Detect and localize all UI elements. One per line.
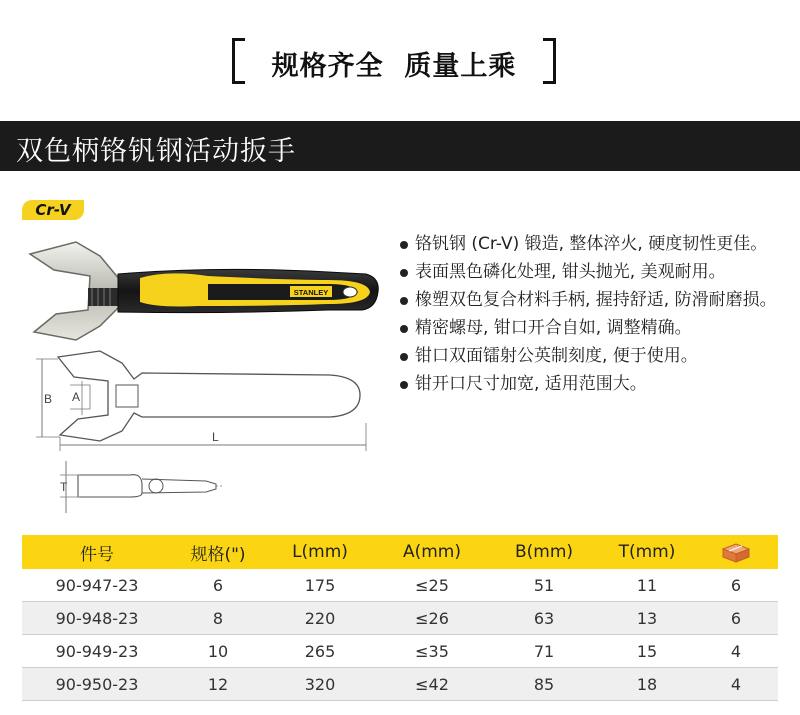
cell-length: 175: [264, 569, 376, 602]
crv-badge-label: Cr-V: [35, 201, 71, 219]
cell-part-number: 90-949-23: [22, 635, 172, 668]
title-bar: [0, 121, 800, 171]
slogan-text: 规格齐全 质量上乘: [271, 51, 517, 82]
package-box-icon: [721, 541, 751, 563]
table-header-row: [22, 535, 778, 569]
cell-package: 6: [694, 569, 778, 602]
label-b: B: [44, 392, 53, 406]
col-package: [694, 535, 778, 569]
label-a: A: [72, 390, 81, 404]
table-row: [22, 635, 778, 668]
crv-badge: [22, 200, 84, 220]
dimension-diagram: [30, 345, 375, 525]
col-size: 规格("): [172, 535, 264, 569]
feature-item: 钳开口尺寸加宽, 适用范围大。: [398, 370, 788, 398]
cell-length: 320: [264, 668, 376, 701]
feature-list: [398, 230, 788, 398]
cell-package: 6: [694, 602, 778, 635]
table-row: [22, 668, 778, 701]
cell-jaw-opening: ≤26: [376, 602, 488, 635]
cell-part-number: 90-948-23: [22, 602, 172, 635]
label-t: T: [60, 480, 68, 494]
feature-item: 表面黑色磷化处理, 钳头抛光, 美观耐用。: [398, 258, 788, 286]
cell-thickness: 18: [600, 668, 694, 701]
cell-thickness: 13: [600, 602, 694, 635]
cell-length: 265: [264, 635, 376, 668]
cell-head-width: 63: [488, 602, 600, 635]
col-length: L(mm): [264, 535, 376, 569]
col-head-width: B(mm): [488, 535, 600, 569]
cell-thickness: 15: [600, 635, 694, 668]
cell-size: 8: [172, 602, 264, 635]
cell-size: 10: [172, 635, 264, 668]
feature-item: 铬钒钢 (Cr-V) 锻造, 整体淬火, 硬度韧性更佳。: [398, 230, 788, 258]
cell-length: 220: [264, 602, 376, 635]
col-thickness: T(mm): [600, 535, 694, 569]
brand-mark: STANLEY: [293, 288, 329, 297]
col-part-number: 件号: [22, 535, 172, 569]
cell-head-width: 85: [488, 668, 600, 701]
wrench-product-image: [28, 236, 388, 346]
table-row: [22, 602, 778, 635]
cell-part-number: 90-950-23: [22, 668, 172, 701]
cell-size: 12: [172, 668, 264, 701]
col-jaw-opening: A(mm): [376, 535, 488, 569]
feature-item: 橡塑双色复合材料手柄, 握持舒适, 防滑耐磨损。: [398, 286, 788, 314]
cell-package: 4: [694, 635, 778, 668]
cell-size: 6: [172, 569, 264, 602]
table-row: [22, 569, 778, 602]
spec-table: [22, 535, 778, 701]
feature-item: 精密螺母, 钳口开合自如, 调整精确。: [398, 314, 788, 342]
feature-item: 钳口双面镭射公英制刻度, 便于使用。: [398, 342, 788, 370]
cell-head-width: 71: [488, 635, 600, 668]
cell-jaw-opening: ≤25: [376, 569, 488, 602]
product-title: 双色柄铬钒钢活动扳手: [16, 136, 296, 167]
slogan-box: [232, 38, 556, 82]
cell-jaw-opening: ≤42: [376, 668, 488, 701]
cell-head-width: 51: [488, 569, 600, 602]
cell-thickness: 11: [600, 569, 694, 602]
label-l: L: [212, 430, 219, 444]
cell-package: 4: [694, 668, 778, 701]
cell-part-number: 90-947-23: [22, 569, 172, 602]
cell-jaw-opening: ≤35: [376, 635, 488, 668]
